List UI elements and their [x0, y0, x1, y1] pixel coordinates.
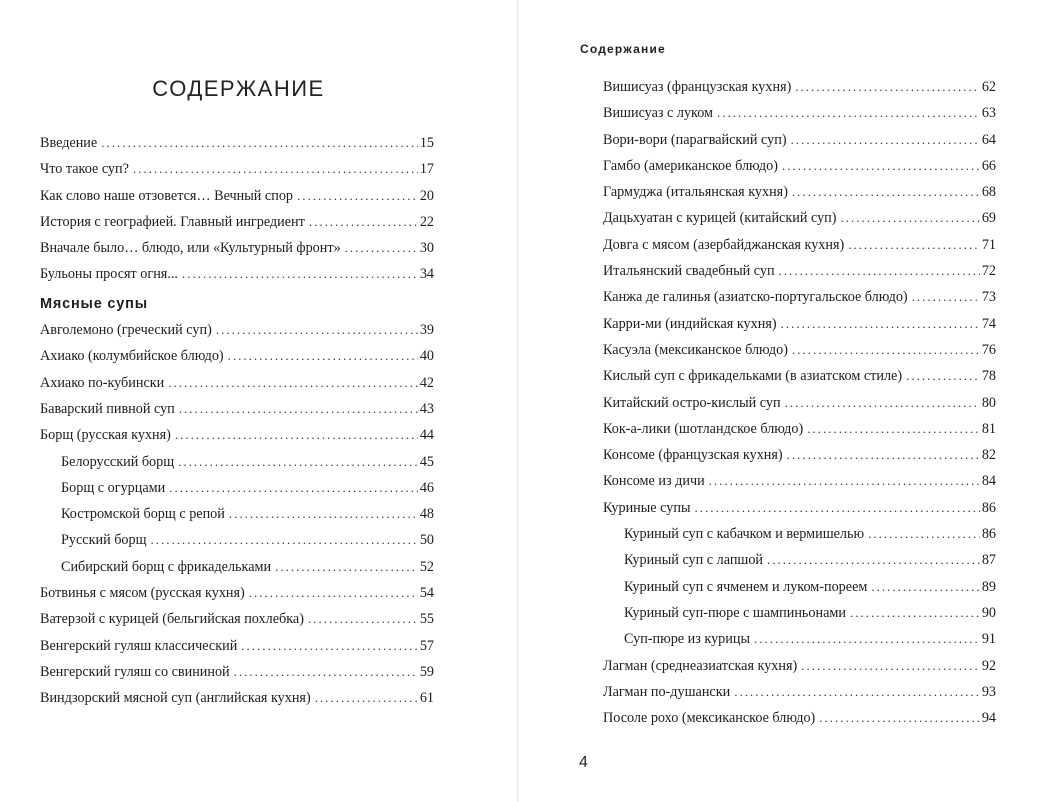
dot-leader [787, 442, 980, 468]
toc-subentry[interactable] [603, 600, 996, 626]
entry-title: Касуэла (мексиканское блюдо) [603, 341, 788, 358]
dot-leader [228, 343, 418, 369]
toc-entry[interactable] [40, 580, 434, 606]
entry-page: 50 [419, 532, 434, 549]
toc-subentry[interactable] [603, 626, 996, 652]
dot-leader [782, 153, 980, 179]
entry-page: 57 [419, 637, 434, 654]
entry-page: 15 [419, 135, 434, 151]
entry-title: Посоле рохо (мексиканское блюдо) [603, 710, 816, 727]
entry-title: Вишисуаз (французская кухня) [603, 79, 792, 95]
entry-page: 54 [419, 585, 434, 602]
dot-leader [868, 521, 980, 547]
entry-title: Ватерзой с курицей (бельгийская похлебка) [40, 611, 304, 628]
page-number: 4 [579, 754, 588, 771]
dot-leader [912, 284, 980, 310]
dot-leader [848, 232, 980, 258]
entry-page: 45 [419, 453, 434, 470]
entry-page: 82 [981, 447, 996, 464]
entry-title: Введение [40, 135, 98, 151]
dot-leader [779, 258, 980, 284]
entry-title: Вишисуаз с луком [603, 105, 714, 122]
entry-title: Карри-ми (индийская кухня) [603, 315, 777, 332]
left-page [0, 0, 517, 802]
entry-title: Итальянский свадебный суп [603, 263, 775, 280]
entry-title: Куриный суп-пюре с шампиньонами [624, 604, 846, 621]
dot-leader [709, 468, 980, 494]
toc-subentry[interactable] [40, 475, 434, 501]
toc-entry[interactable] [603, 468, 996, 494]
entry-title: Авголемоно (греческий суп) [40, 322, 212, 339]
entry-title: Куриные супы [603, 499, 691, 516]
entry-title: Белорусский борщ [61, 453, 175, 470]
entry-page: 48 [419, 506, 434, 523]
entry-page: 80 [981, 394, 996, 411]
entry-page: 89 [981, 578, 996, 595]
entry-page: 59 [419, 663, 434, 680]
entry-title: Вначале было… блюдо, или «Культурный фронт» [40, 240, 341, 257]
entry-page: 52 [419, 558, 434, 575]
toc-entry[interactable] [603, 416, 996, 442]
dot-leader [767, 547, 980, 573]
entry-title: Ахиако (колумбийское блюдо) [40, 348, 224, 365]
entry-title: Венгерский гуляш со свининой [40, 663, 230, 680]
toc-entry[interactable] [40, 685, 434, 711]
entry-title: Китайский остро-кислый суп [603, 394, 781, 411]
toc-entry[interactable] [40, 261, 434, 287]
dot-leader [179, 396, 418, 422]
toc-entry[interactable] [40, 130, 434, 156]
toc-list-left [40, 130, 434, 712]
dot-leader [795, 74, 980, 100]
toc-entry[interactable] [40, 606, 434, 632]
dot-leader [734, 679, 980, 705]
entry-page: 84 [981, 473, 996, 490]
dot-leader [308, 606, 418, 632]
entry-title: Костромской борщ с репой [61, 506, 225, 523]
dot-leader [841, 205, 980, 231]
entry-title: Куриный суп с ячменем и луком-пореем [624, 578, 868, 595]
toc-entry[interactable] [603, 705, 996, 731]
toc-entry[interactable] [40, 209, 434, 235]
dot-leader [906, 363, 980, 389]
entry-title: Баварский пивной суп [40, 400, 175, 417]
toc-list-right [603, 74, 996, 731]
entry-title: История с географией. Главный ингредиент [40, 213, 305, 230]
dot-leader [717, 100, 980, 126]
toc-entry[interactable] [40, 235, 434, 261]
toc-entry[interactable] [603, 284, 996, 310]
entry-page: 62 [981, 79, 996, 95]
dot-leader [229, 501, 418, 527]
dot-leader [151, 527, 418, 553]
entry-title: Борщ с огурцами [61, 479, 166, 496]
toc-entry[interactable] [603, 127, 996, 153]
entry-title: Куриный суп с лапшой [624, 552, 764, 569]
dot-leader [871, 574, 979, 600]
dot-leader [792, 179, 980, 205]
entry-title: Сибирский борщ с фрикадельками [61, 558, 272, 575]
entry-page: 93 [981, 683, 996, 700]
entry-title: Русский борщ [61, 532, 147, 549]
entry-page: 43 [419, 400, 434, 417]
dot-leader [807, 416, 980, 442]
toc-entry[interactable] [40, 343, 434, 369]
entry-page: 72 [981, 263, 996, 280]
toc-entry[interactable] [40, 156, 434, 182]
entry-page: 86 [981, 526, 996, 543]
toc-subentry[interactable] [603, 574, 996, 600]
toc-entry[interactable] [603, 258, 996, 284]
toc-entry[interactable] [603, 311, 996, 337]
entry-title: Борщ (русская кухня) [40, 427, 171, 444]
toc-entry[interactable] [40, 370, 434, 396]
entry-page: 74 [981, 315, 996, 332]
entry-page: 30 [419, 240, 434, 257]
entry-page: 78 [981, 368, 996, 385]
dot-leader [297, 183, 418, 209]
entry-title: Вори-вори (парагвайский суп) [603, 131, 787, 148]
dot-leader [754, 626, 980, 652]
entry-page: 55 [419, 611, 434, 628]
entry-title: Лагман (среднеазиатская кухня) [603, 657, 798, 674]
toc-subentry[interactable] [40, 501, 434, 527]
entry-page: 22 [419, 213, 434, 230]
dot-leader [309, 209, 418, 235]
entry-title: Куриный суп с кабачком и вермишелью [624, 526, 865, 543]
toc-entry[interactable] [40, 633, 434, 659]
entry-page: 76 [981, 341, 996, 358]
dot-leader [785, 390, 980, 416]
dot-leader [175, 422, 418, 448]
entry-title: Гармуджа (итальянская кухня) [603, 184, 788, 201]
entry-page: 87 [981, 552, 996, 569]
entry-title: Венгерский гуляш классический [40, 637, 238, 654]
dot-leader [241, 633, 418, 659]
toc-entry[interactable] [603, 653, 996, 679]
toc-entry[interactable] [603, 153, 996, 179]
toc-subentry[interactable] [40, 527, 434, 553]
dot-leader [168, 370, 418, 396]
right-page [519, 0, 1037, 802]
entry-page: 68 [981, 184, 996, 201]
dot-leader [101, 130, 418, 156]
toc-entry[interactable] [603, 363, 996, 389]
page-title: СОДЕРЖАНИЕ [152, 76, 325, 101]
entry-title: Консоме из дичи [603, 473, 705, 490]
entry-page: 39 [419, 322, 434, 339]
toc-entry[interactable] [40, 659, 434, 685]
entry-page: 34 [419, 266, 434, 283]
entry-page: 17 [419, 161, 434, 178]
dot-leader [791, 127, 980, 153]
dot-leader [315, 685, 418, 711]
toc-subentry[interactable] [40, 554, 434, 580]
entry-title: Лагман по-душански [603, 683, 731, 700]
entry-title: Довга с мясом (азербайджанская кухня) [603, 236, 845, 253]
toc-entry[interactable] [40, 396, 434, 422]
dot-leader [178, 449, 418, 475]
entry-page: 40 [419, 348, 434, 365]
entry-page: 63 [981, 105, 996, 122]
dot-leader [275, 554, 418, 580]
toc-entry[interactable] [603, 100, 996, 126]
entry-page: 66 [981, 157, 996, 174]
entry-page: 90 [981, 604, 996, 621]
dot-leader [345, 235, 418, 261]
dot-leader [819, 705, 980, 731]
toc-subentry[interactable] [603, 521, 996, 547]
entry-title: Виндзорский мясной суп (английская кухня) [40, 690, 311, 707]
toc-entry[interactable] [603, 232, 996, 258]
entry-page: 86 [981, 499, 996, 516]
toc-entry[interactable] [603, 74, 996, 100]
entry-title: Кок-а-лики (шотландское блюдо) [603, 420, 804, 437]
entry-title: Дацьхуатан с курицей (китайский суп) [603, 210, 837, 227]
entry-title: Суп-пюре из курицы [624, 631, 750, 648]
entry-page: 64 [981, 131, 996, 148]
toc-entry[interactable] [603, 679, 996, 705]
entry-page: 61 [419, 690, 434, 707]
entry-title: Как слово наше отзовется… Вечный спор [40, 187, 294, 204]
toc-entry[interactable] [603, 442, 996, 468]
toc-entry[interactable] [603, 390, 996, 416]
dot-leader [182, 261, 418, 287]
entry-title: Ахиако по-кубински [40, 374, 165, 391]
toc-entry[interactable] [603, 205, 996, 231]
toc-entry[interactable] [40, 422, 434, 448]
entry-page: 44 [419, 427, 434, 444]
entry-page: 81 [981, 420, 996, 437]
dot-leader [694, 495, 979, 521]
dot-leader [133, 156, 418, 182]
dot-leader [216, 317, 418, 343]
toc-entry[interactable] [603, 495, 996, 521]
entry-title: Консоме (французская кухня) [603, 447, 783, 464]
entry-page: 92 [981, 657, 996, 674]
entry-page: 71 [981, 236, 996, 253]
entry-page: 94 [981, 710, 996, 727]
section-heading: Мясные супы [40, 295, 148, 312]
dot-leader [801, 653, 980, 679]
dot-leader [781, 311, 980, 337]
entry-title: Что такое суп? [40, 161, 129, 178]
entry-title: Гамбо (американское блюдо) [603, 157, 778, 174]
toc-entry[interactable] [40, 317, 434, 343]
dot-leader [169, 475, 418, 501]
dot-leader [792, 337, 980, 363]
entry-title: Кислый суп с фрикадельками (в азиатском стиле) [603, 368, 903, 385]
dot-leader [234, 659, 418, 685]
dot-leader [850, 600, 980, 626]
entry-page: 69 [981, 210, 996, 227]
entry-page: 46 [419, 479, 434, 496]
toc-entry[interactable] [603, 337, 996, 363]
entry-page: 42 [419, 374, 434, 391]
entry-title: Бульоны просят огня... [40, 266, 178, 283]
toc-subentry[interactable] [603, 547, 996, 573]
entry-page: 73 [981, 289, 996, 306]
running-head: Содержание [580, 42, 666, 56]
dot-leader [249, 580, 418, 606]
entry-page: 20 [419, 187, 434, 204]
entry-title: Ботвинья с мясом (русская кухня) [40, 585, 245, 602]
entry-title: Канжа де галинья (азиатско-португальское блюдо) [603, 289, 908, 306]
entry-page: 91 [981, 631, 996, 648]
toc-subentry[interactable] [40, 449, 434, 475]
toc-entry[interactable] [40, 183, 434, 209]
toc-entry[interactable] [603, 179, 996, 205]
